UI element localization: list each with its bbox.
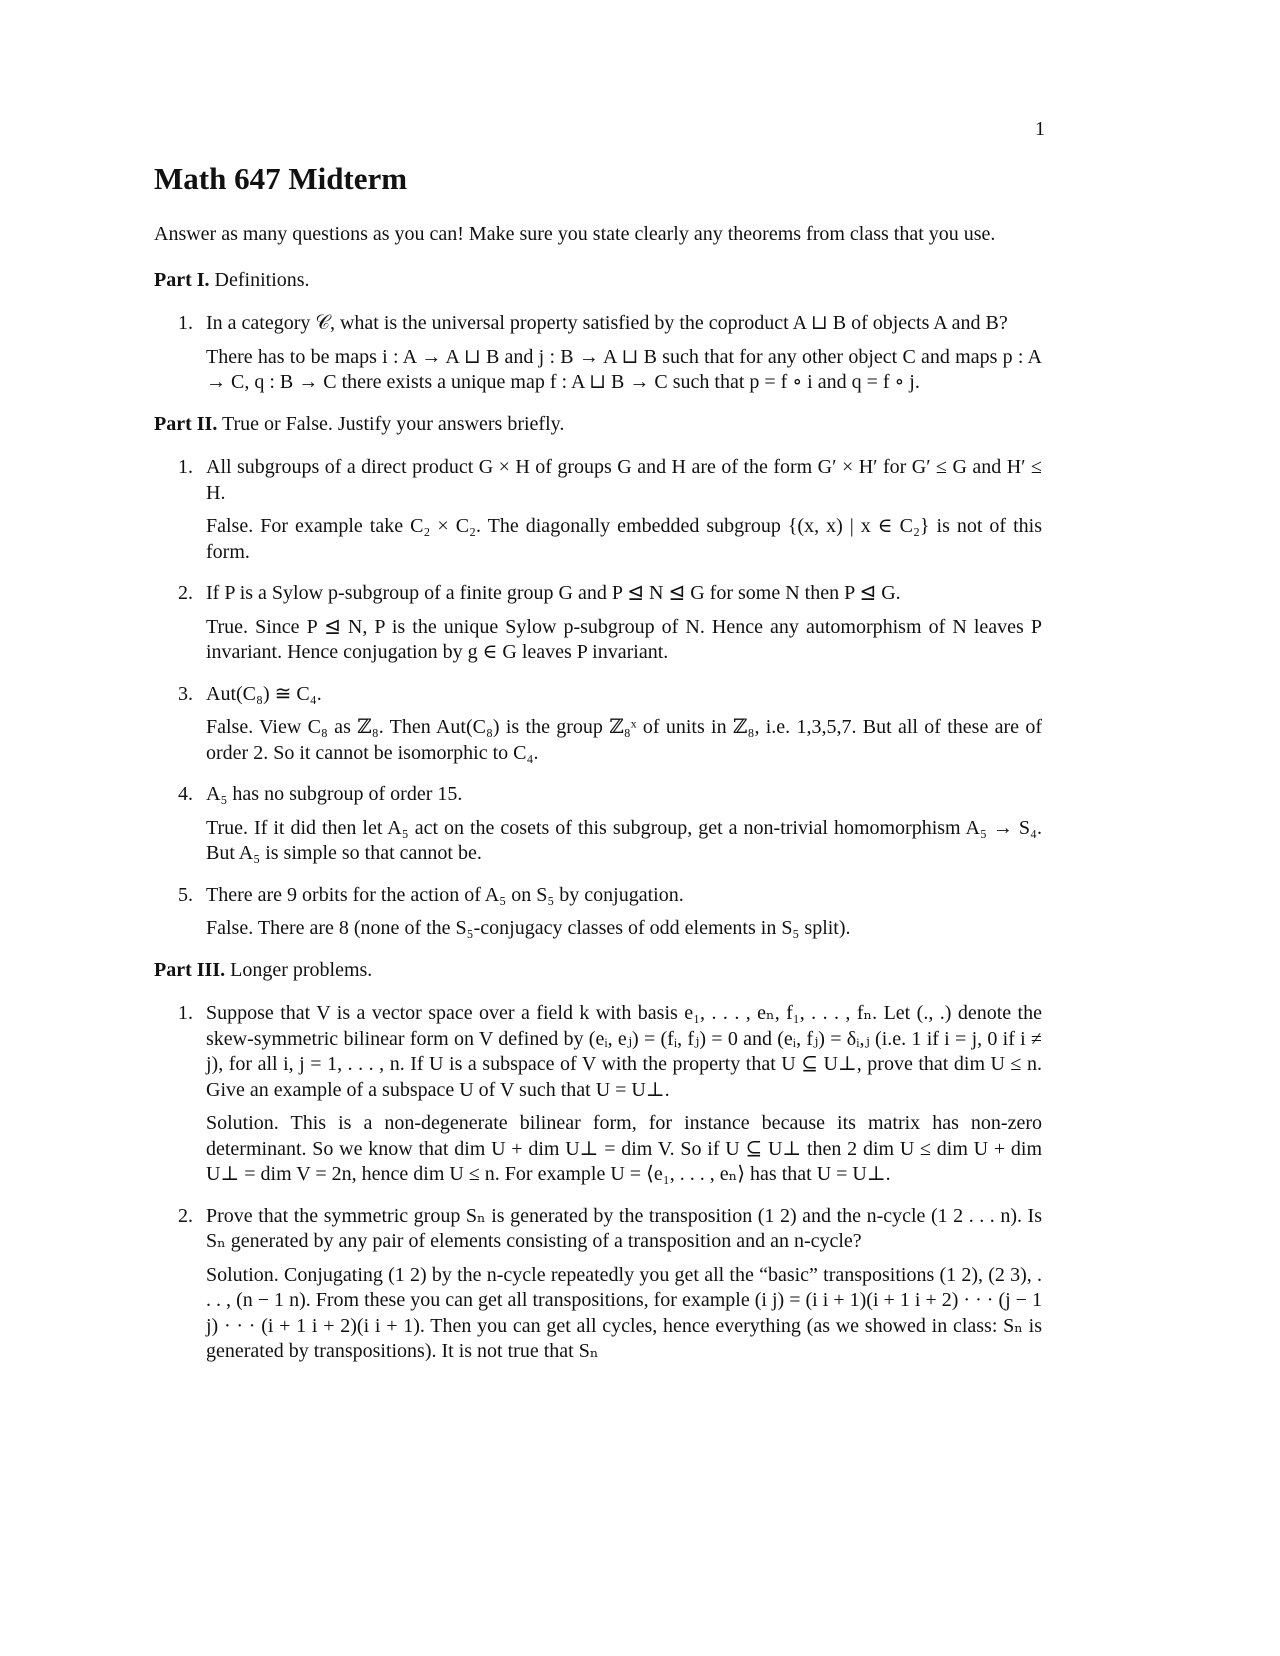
part-title: Definitions.: [214, 268, 310, 291]
document-body: [154, 160, 1042, 1381]
part-heading: [154, 958, 1042, 984]
item-number: 4.: [178, 783, 193, 805]
question-text: All subgroups of a direct product G × H of groups G and H are of the form G′ × H′ for G′ ≤ G and H′ ≤ H.: [206, 456, 1042, 504]
answer-text: Solution. This is a non-degenerate bilinear form, for instance because its matrix has non-zero determinant. So we know that dim U + dim U⊥ = dim V. So if U ⊆ U⊥ then 2 dim U ≤ dim U + dim U⊥ = dim V = 2n, hence dim U ≤ n. For example U = ⟨e₁, . . . , eₙ⟩ has that U = U⊥.: [206, 1112, 1042, 1185]
answer-text: False. View C₈ as ℤ₈. Then Aut(C₈) is the group ℤ₈ˣ of units in ℤ₈, i.e. 1,3,5,7. But all of these are of order 2. So it cannot be isomorphic to C₄.: [206, 716, 1042, 764]
question-item: [154, 1204, 1042, 1365]
part-title: True or False. Justify your answers briefly.: [221, 412, 565, 435]
question-text: If P is a Sylow p-subgroup of a finite group G and P ⊴ N ⊴ G for some N then P ⊴ G.: [206, 582, 901, 604]
item-number: 1.: [178, 456, 193, 478]
question-item: [154, 1001, 1042, 1188]
page-number: 1: [1035, 118, 1045, 140]
question-list: [154, 1001, 1042, 1365]
question-text: A₅ has no subgroup of order 15.: [206, 783, 463, 805]
question-text: In a category 𝒞, what is the universal property satisfied by the coproduct A ⊔ B of objects A and B?: [206, 312, 1008, 334]
item-number: 1.: [178, 312, 193, 334]
answer-text: Solution. Conjugating (1 2) by the n-cycle repeatedly you get all the “basic” transpositions (1 2), (2 3), . . . , (n − 1 n). From these you can get all transpositions, for example (i j) = (i i + 1)(i + 1 i + 2) · · · (j − 1 j) · · · (i + 1 i + 2)(i i + 1). Then you can get all cycles, hence everything (as we showed in class: Sₙ is generated by transpositions). It is not true that Sₙ: [206, 1263, 1042, 1362]
item-number: 5.: [178, 883, 193, 906]
answer-text: True. If it did then let A₅ act on the cosets of this subgroup, get a non-trivial homomorphism A₅ → S₄. But A₅ is simple so that cannot be.: [206, 816, 1042, 864]
answer-text: False. There are 8 (none of the S₅-conjugacy classes of odd elements in S₅ split).: [206, 917, 851, 939]
question-list: [154, 455, 1042, 942]
question-text: There are 9 orbits for the action of A₅ on S₅ by conjugation.: [206, 883, 684, 906]
item-number: 2.: [178, 582, 193, 604]
question-text: Suppose that V is a vector space over a field k with basis e₁, . . . , eₙ, f₁, . . . , fₙ. Let (., .) denote the skew-symmetric bilinear form on V defined by (eᵢ, eⱼ) = (fᵢ, fⱼ) = 0 and (eᵢ, fⱼ) = δᵢ,ⱼ (i.e. 1 if i = j, 0 if i ≠ j), for all i, j = 1, . . . , n. If U is a subspace of V with the property that U ⊆ U⊥, prove that dim U ≤ n. Give an example of a subspace U of V such that U = U⊥.: [206, 1002, 1042, 1101]
intro-text: Answer as many questions as you can! Make sure you state clearly any theorems from class that you use.: [154, 223, 996, 245]
part-title: Longer problems.: [230, 958, 373, 981]
question-item: [154, 782, 1042, 867]
part-2: [154, 412, 1042, 942]
question-text: Aut(C₈) ≅ C₄.: [206, 682, 322, 705]
part-label: Part III.: [154, 958, 226, 981]
question-item: [154, 581, 1042, 666]
part-1: [154, 268, 1042, 396]
answer-text: True. Since P ⊴ N, P is the unique Sylow p-subgroup of N. Hence any automorphism of N leaves P invariant. Hence conjugation by g ∈ G leaves P invariant.: [206, 615, 1042, 663]
part-3: [154, 958, 1042, 1365]
question-item: [154, 455, 1042, 565]
question-item: [154, 311, 1042, 396]
part-label: Part II.: [154, 412, 218, 435]
answer-text: There has to be maps i : A → A ⊔ B and j : B → A ⊔ B such that for any other object C and maps p : A → C, q : B → C there exists a unique map f : A ⊔ B → C such that p = f ∘ i and q = f ∘ j.: [206, 345, 1042, 393]
item-number: 2.: [178, 1204, 193, 1227]
question-item: [154, 682, 1042, 767]
question-item: [154, 883, 1042, 942]
item-number: 1.: [178, 1002, 193, 1024]
answer-text: False. For example take C₂ × C₂. The diagonally embedded subgroup {(x, x) | x ∈ C₂} is not of this form.: [206, 515, 1042, 563]
question-list: [154, 311, 1042, 396]
part-heading: [154, 268, 1042, 294]
item-number: 3.: [178, 682, 193, 705]
question-text: Prove that the symmetric group Sₙ is generated by the transposition (1 2) and the n-cycle (1 2 . . . n). Is Sₙ generated by any pair of elements consisting of a transposition and an n-cycle?: [206, 1204, 1042, 1252]
part-heading: [154, 412, 1042, 438]
part-label: Part I.: [154, 268, 210, 291]
page-title: Math 647 Midterm: [154, 161, 408, 196]
